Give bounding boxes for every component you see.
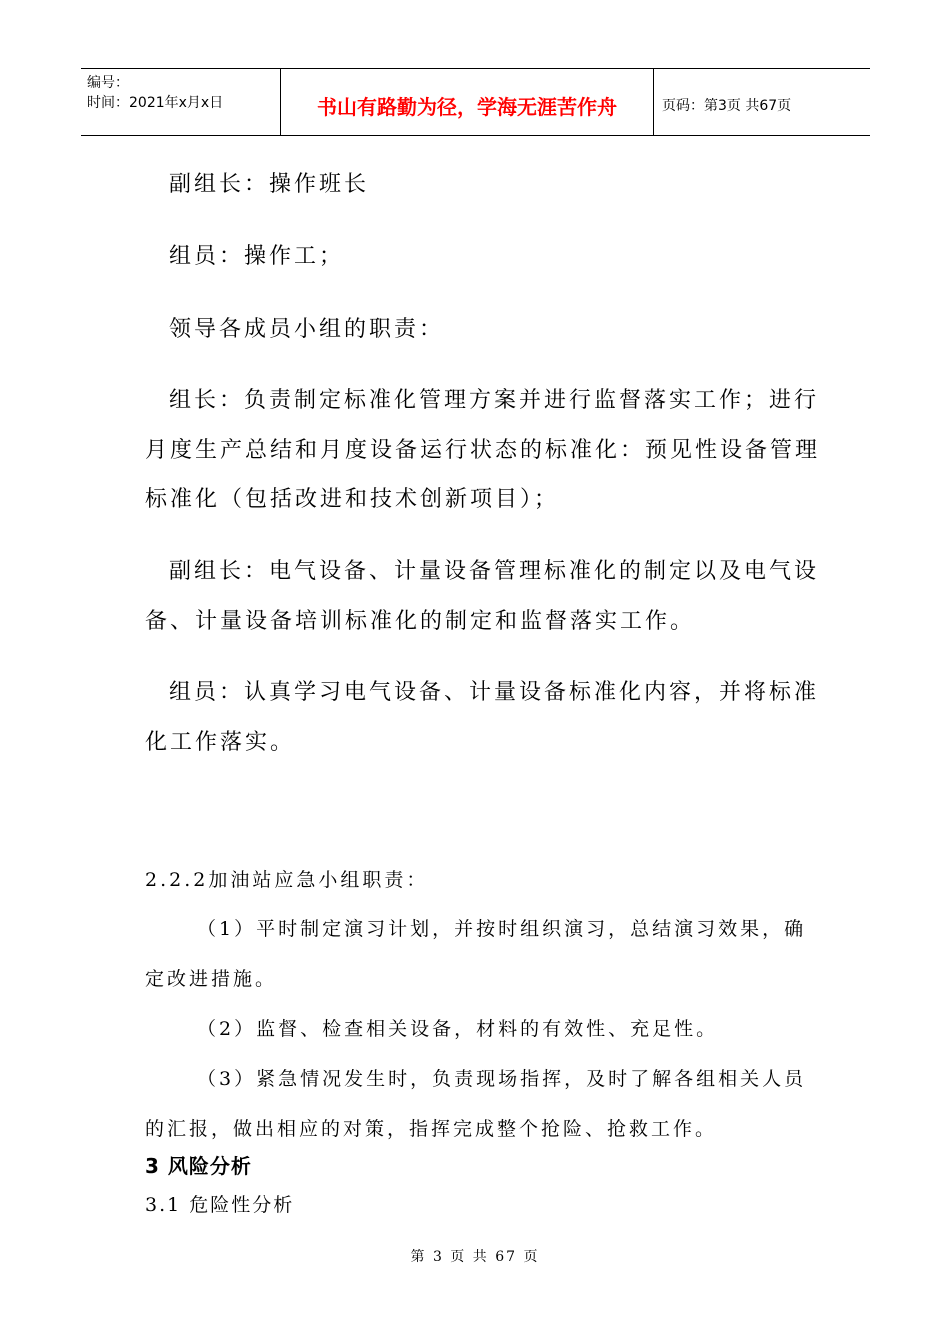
paragraph-leader-duty-line1: 组长：负责制定标准化管理方案并进行监督落实工作；进行: [169, 388, 820, 413]
page-header: [81, 68, 870, 136]
list-item-1-line1: （1）平时制定演习计划，并按时组织演习，总结演习效果，确: [197, 918, 807, 940]
section-3-1-heading: 3.1 危险性分析: [145, 1194, 295, 1216]
header-motto-cell: [281, 69, 654, 135]
doc-date: 时间：2021年x月x日: [87, 95, 224, 111]
paragraph-deputy-duty-line2: 备、计量设备培训标准化的制定和监督落实工作。: [145, 609, 696, 634]
paragraph-member-duty-line2: 化工作落实。: [145, 730, 296, 755]
list-item-3-line1: （3）紧急情况发生时，负责现场指挥，及时了解各组相关人员: [197, 1068, 807, 1090]
paragraph-deputy-leader: 副组长：操作班长: [169, 172, 370, 197]
list-item-1-line2: 定改进措施。: [145, 968, 278, 990]
doc-number-label: 编号：: [87, 75, 129, 91]
paragraph-members: 组员：操作工；: [169, 244, 345, 269]
list-item-3-line2: 的汇报，做出相应的对策，指挥完成整个抢险、抢救工作。: [145, 1118, 718, 1140]
list-item-2: （2）监督、检查相关设备，材料的有效性、充足性。: [197, 1018, 719, 1040]
header-meta: [81, 69, 281, 135]
header-page-info: 页码：第3页 共67页: [662, 98, 792, 114]
paragraph-duties-intro: 领导各成员小组的职责：: [169, 317, 445, 342]
paragraph-leader-duty-line2: 月度生产总结和月度设备运行状态的标准化：预见性设备管理: [145, 438, 821, 463]
paragraph-deputy-duty-line1: 副组长：电气设备、计量设备管理标准化的制定以及电气设: [169, 559, 820, 584]
paragraph-leader-duty-line3: 标准化（包括改进和技术创新项目）；: [145, 487, 560, 512]
page-footer: 第 3 页 共 67 页: [410, 1249, 540, 1265]
section-2-2-2-heading: 2.2.2加油站应急小组职责：: [145, 869, 429, 891]
paragraph-member-duty-line1: 组员：认真学习电气设备、计量设备标准化内容，并将标准: [169, 680, 820, 705]
header-motto: 书山有路勤为径，学海无涯苦作舟: [317, 94, 617, 119]
section-3-heading: 3 风险分析: [145, 1154, 252, 1178]
